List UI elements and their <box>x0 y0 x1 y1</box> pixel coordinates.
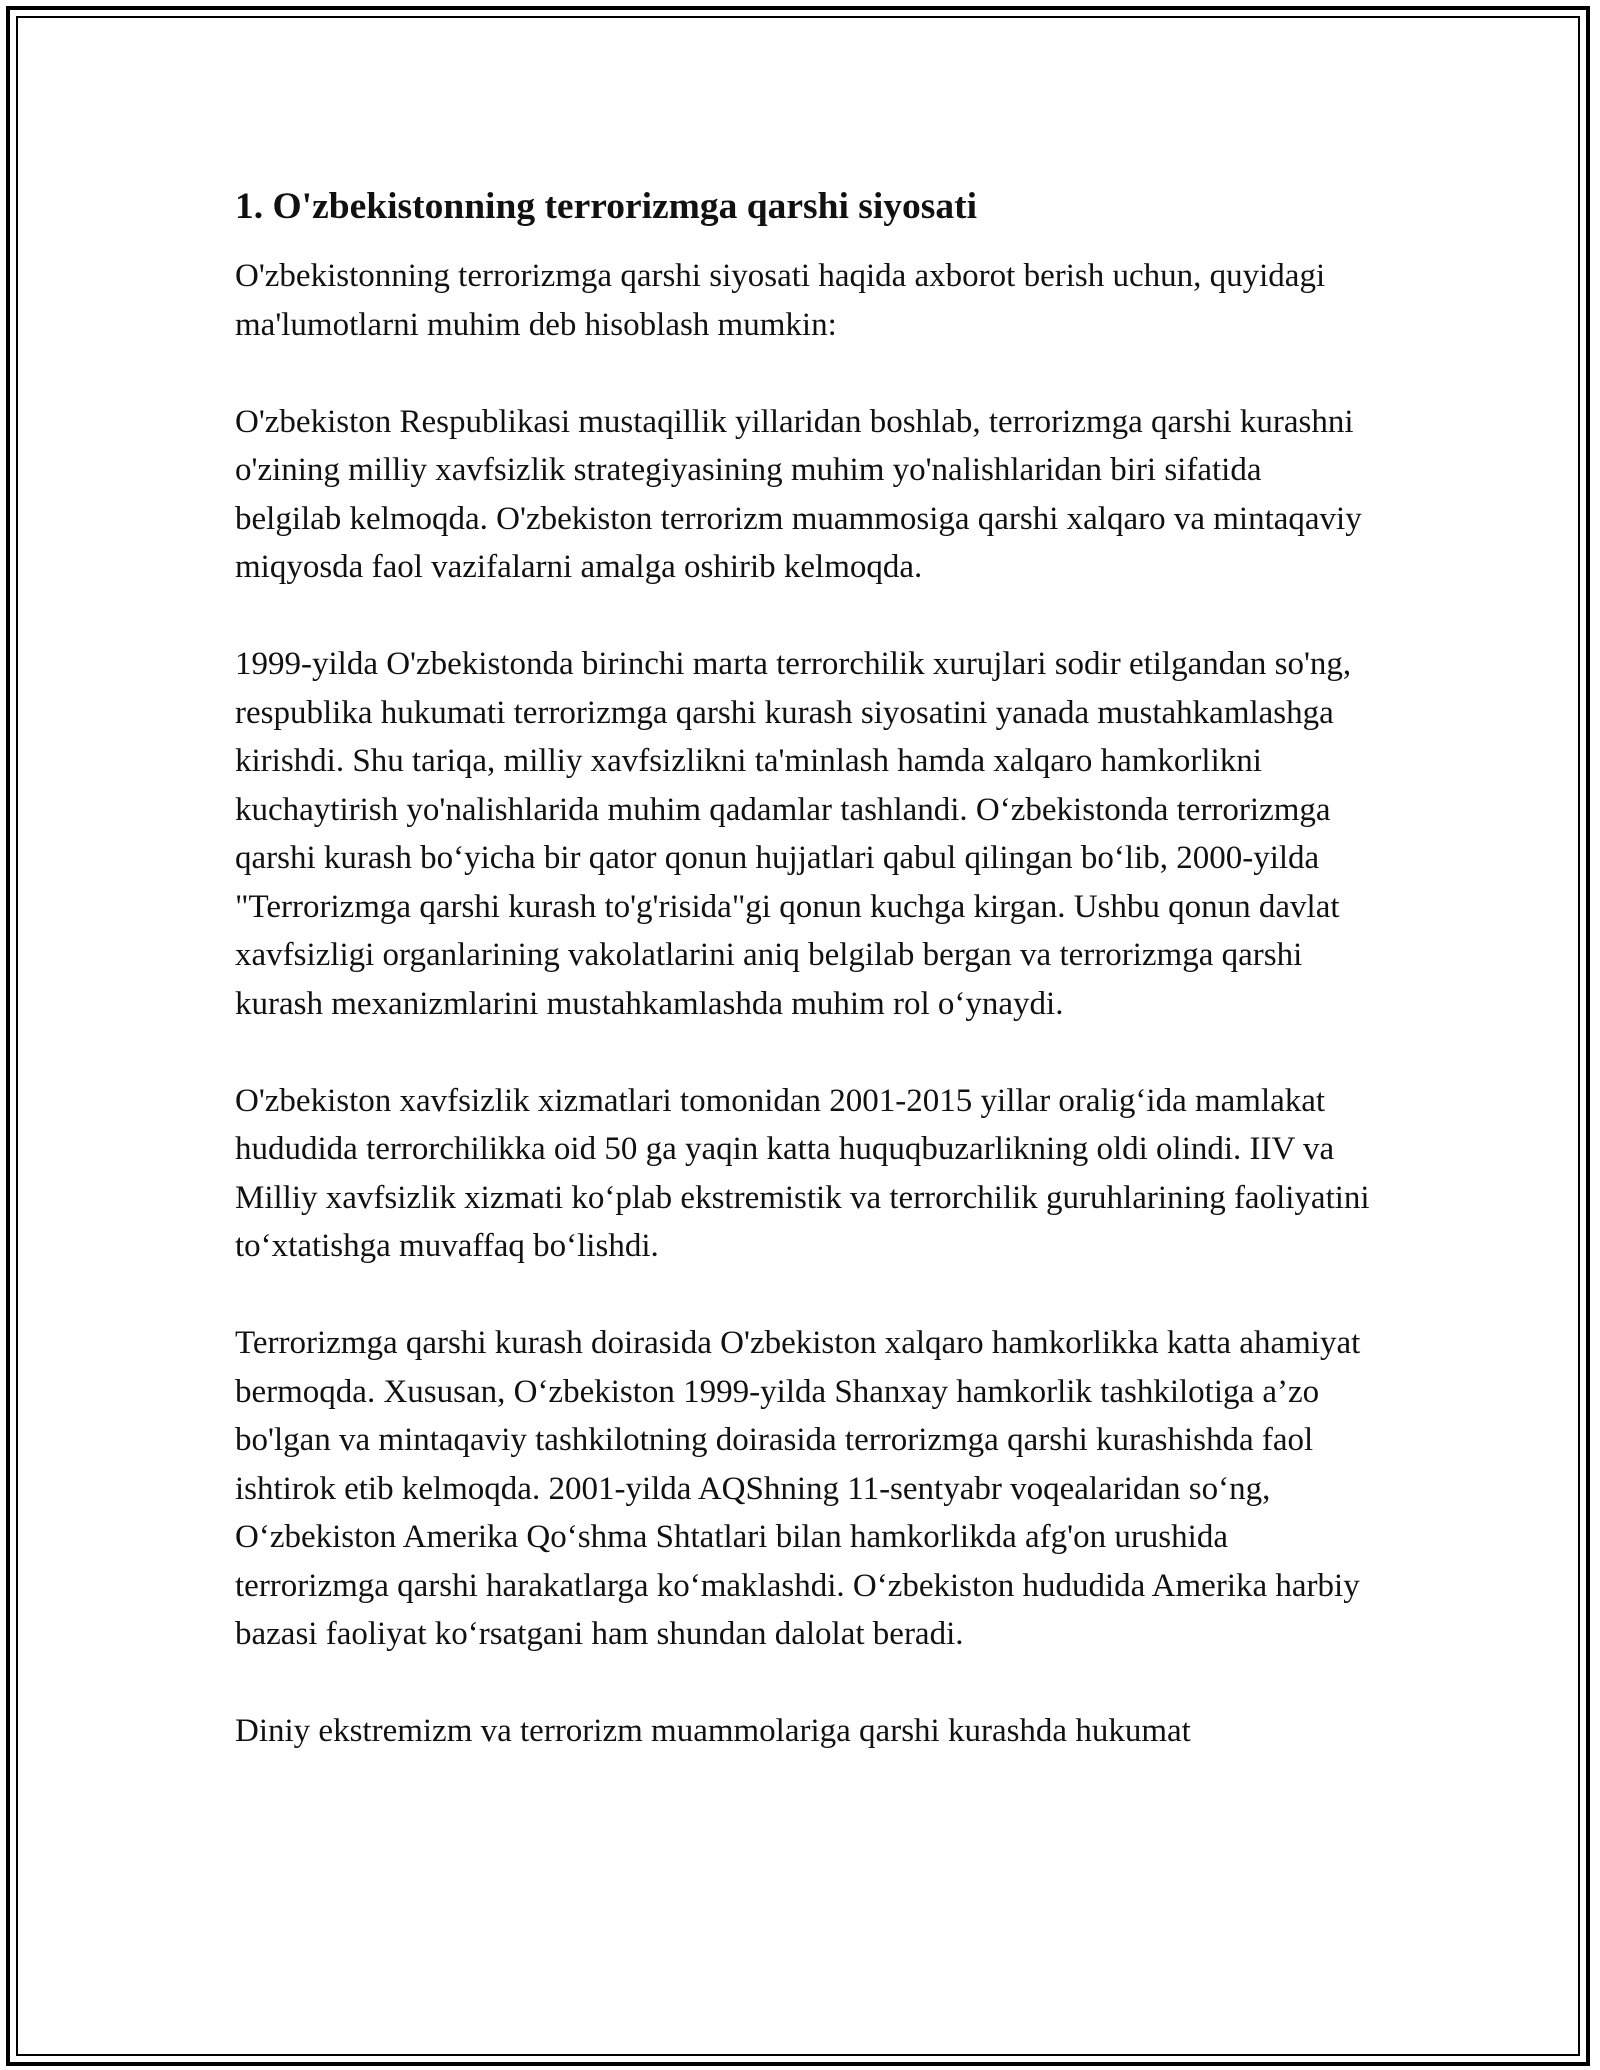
paragraph-national-strategy: O'zbekiston Respublikasi mustaqillik yillaridan boshlab, terrorizmga qarshi kurashni o'zining milliy xavfsizlik strategiyasining muhim yo'nalishlaridan biri sifatida belgilab kelmoqda. O'zbekiston terrorizm muammosiga qarshi xalqaro va mintaqaviy miqyosda faol vazifalarni amalga oshirib kelmoqda. <box>235 403 1362 585</box>
paragraph-security-services: O'zbekiston xavfsizlik xizmatlari tomonidan 2001-2015 yillar oraligʻida mamlakat hududida terrorchilikka oid 50 ga yaqin katta huquqbuzarlikning oldi olindi. IIV va Milliy xavfsizlik xizmati koʻplab ekstremistik va terrorchilik guruhlarining faoliyatini toʻxtatishga muvaffaq boʻlishdi. <box>235 1082 1370 1264</box>
document-body <box>235 184 1375 1804</box>
paragraph-1999-legislation: 1999-yilda O'zbekistonda birinchi marta terrorchilik xurujlari sodir etilgandan so'ng, respublika hukumati terrorizmga qarshi kurash siyosatini yanada mustahkamlashga kirishdi. Shu tariqa, milliy xavfsizlikni ta'minlash hamda xalqaro hamkorlikni kuchaytirish yo'nalishlarida muhim qadamlar tashlandi. Oʻzbekistonda terrorizmga qarshi kurash boʻyicha bir qator qonun hujjatlari qabul qilingan boʻlib, 2000-yilda "Terrorizmga qarshi kurash to'g'risida"gi qonun kuchga kirgan. Ushbu qonun davlat xavfsizligi organlarining vakolatlarini aniq belgilab bergan va terrorizmga qarshi kurash mexanizmlarini mustahkamlashda muhim rol oʻynaydi. <box>235 646 1352 1022</box>
paragraph-international-cooperation: Terrorizmga qarshi kurash doirasida O'zbekiston xalqaro hamkorlikka katta ahamiyat bermoqda. Xususan, Oʻzbekiston 1999-yilda Shanxay hamkorlik tashkilotiga a’zo bo'lgan va mintaqaviy tashkilotning doirasida terrorizmga qarshi kurashishda faol ishtirok etib kelmoqda. 2001-yilda AQShning 11-sentyabr voqealaridan soʻng, Oʻzbekiston Amerika Qoʻshma Shtatlari bilan hamkorlikda afg'on urushida terrorizmga qarshi harakatlarga koʻmaklashdi. Oʻzbekiston hududida Amerika harbiy bazasi faoliyat koʻrsatgani ham shundan dalolat beradi. <box>235 1325 1361 1652</box>
paragraph-religious-extremism: Diniy ekstremizm va terrorizm muammolariga qarshi kurashda hukumat <box>235 1713 1191 1749</box>
paragraph-intro: O'zbekistonning terrorizmga qarshi siyosati haqida axborot berish uchun, quyidagi ma'lumotlarni muhim deb hisoblash mumkin: <box>235 258 1326 343</box>
section-heading: 1. O'zbekistonning terrorizmga qarshi siyosati <box>235 186 978 227</box>
